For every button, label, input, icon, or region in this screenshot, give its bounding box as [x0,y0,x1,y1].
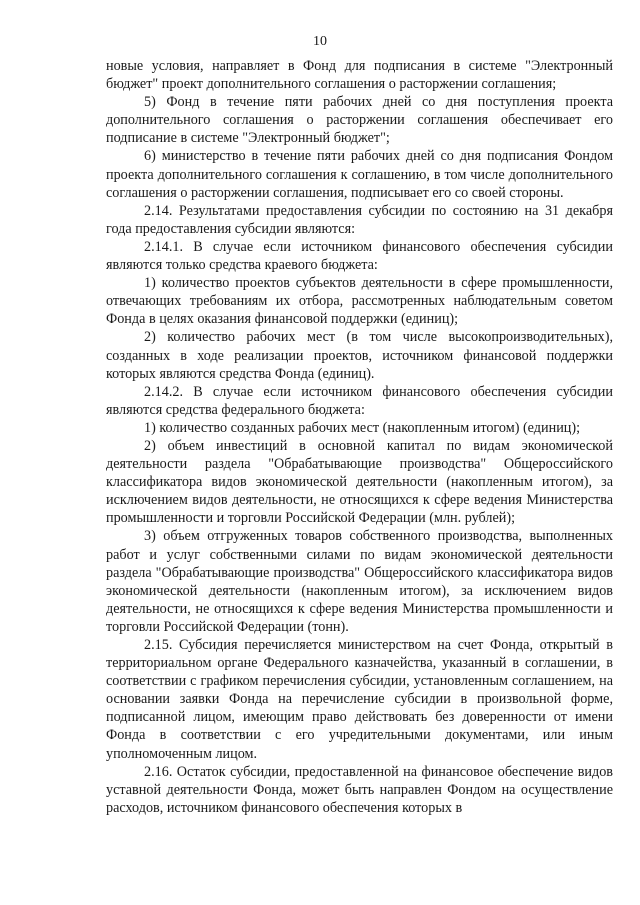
paragraph: 2) объем инвестиций в основной капитал по видам экономической деятельности раздела "Обрабатывающие производства" Общероссийского классификатора видов экономической деятельности (накопленным итогом), за исключением видов деятельности, не относящихся к сфере ведения Министерства промышленности и торговли Российской Федерации (млн. рублей); [106,437,613,527]
paragraph: 1) количество проектов субъектов деятельности в сфере промышленности, отвечающих требованиям их отбора, рассмотренных наблюдательным советом Фонда в целях оказания финансовой поддержки (единиц); [106,275,613,328]
paragraph: 3) объем отгруженных товаров собственного производства, выполненных работ и услуг собственными силами по видам экономической деятельности раздела "Обрабатывающие производства" Общероссийского классификатора видов экономической деятельности (накопленным итогом), за исключением видов деятельности, не относящихся к сфере ведения Министерства промышленности и торговли Российской Федерации (тонн). [106,528,613,635]
paragraph: 2) количество рабочих мест (в том числе высокопроизводительных), созданных в ходе реализации проектов, источником финансовой поддержки которых являются средства Фонда (единиц). [106,329,613,382]
paragraph: 2.16. Остаток субсидии, предоставленной на финансовое обеспечение видов уставной деятельности Фонда, может быть направлен Фондом на осуществление расходов, источником финансового обеспечения которых в [106,763,613,816]
paragraph: 6) министерство в течение пяти рабочих дней со дня подписания Фондом проекта дополнительного соглашения к соглашению, в том числе дополнительного соглашения о расторжении соглашения, подписывает его со своей стороны. [106,148,613,201]
paragraph: 2.15. Субсидия перечисляется министерством на счет Фонда, открытый в территориальном органе Федерального казначейства, указанный в соглашении, в соответствии с графиком перечисления субсидии, установленным соглашением, на основании заявки Фонда на перечисление субсидии в произвольной форме, подписанной лицом, имеющим право действовать без доверенности от имени Фонда в соответствии с его учредительными документами, или иным уполномоченным лицом. [106,637,613,762]
paragraph: 5) Фонд в течение пяти рабочих дней со дня поступления проекта дополнительного соглашения о расторжении соглашения обеспечивает его подписание в системе "Электронный бюджет"; [106,94,613,147]
document-body [106,57,613,817]
page-number: 10 [313,34,327,49]
paragraph: 1) количество созданных рабочих мест (накопленным итогом) (единиц); [144,419,581,436]
paragraph: 2.14.1. В случае если источником финансового обеспечения субсидии являются только средства краевого бюджета: [106,238,613,274]
paragraph: 2.14. Результатами предоставления субсидии по состоянию на 31 декабря года предоставления субсидии являются: [106,202,613,237]
paragraph: 2.14.2. В случае если источником финансового обеспечения субсидии являются средства федерального бюджета: [106,383,613,418]
paragraph: новые условия, направляет в Фонд для подписания в системе "Электронный бюджет" проект дополнительного соглашения о расторжении соглашения; [106,58,613,93]
